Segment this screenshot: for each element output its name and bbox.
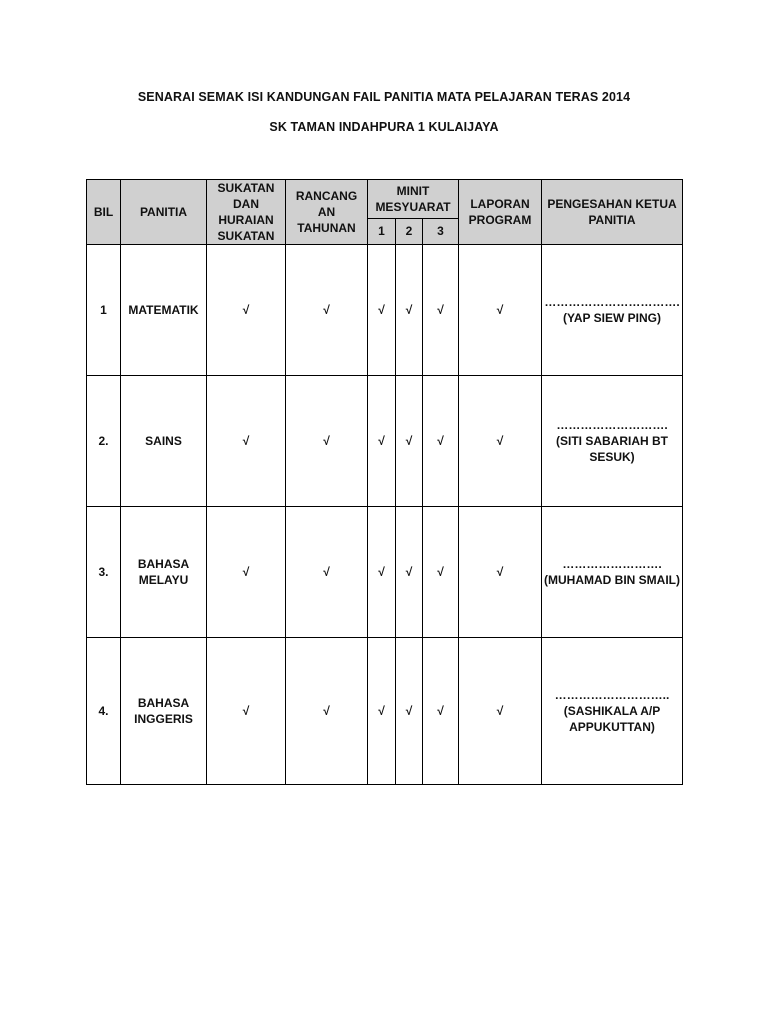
header-minit-mesyuarat: MINIT MESYUARAT <box>368 180 459 219</box>
check-rancangan: √ <box>286 507 368 638</box>
document-subtitle: SK TAMAN INDAHPURA 1 KULAIJAYA <box>269 120 499 134</box>
table-row <box>87 376 683 507</box>
row-bil: 2. <box>87 376 121 507</box>
header-laporan: LAPORAN PROGRAM <box>459 180 542 245</box>
signature-line: ……………………………. <box>544 295 680 309</box>
check-rancangan: √ <box>286 376 368 507</box>
row-panitia: BAHASA INGGERIS <box>121 638 207 785</box>
row-bil: 3. <box>87 507 121 638</box>
header-bil: BIL <box>87 180 121 245</box>
signature-cell <box>542 376 683 507</box>
check-rancangan: √ <box>286 638 368 785</box>
check-sukatan: √ <box>207 376 286 507</box>
check-minit-3: √ <box>423 376 459 507</box>
check-laporan: √ <box>459 507 542 638</box>
signature-cell <box>542 245 683 376</box>
signature-cell <box>542 638 683 785</box>
header-pengesahan: PENGESAHAN KETUA PANITIA <box>542 180 683 245</box>
check-laporan: √ <box>459 245 542 376</box>
check-minit-2: √ <box>396 638 423 785</box>
check-minit-3: √ <box>423 638 459 785</box>
row-panitia: BAHASA MELAYU <box>121 507 207 638</box>
checklist-table <box>86 179 683 785</box>
check-minit-1: √ <box>368 638 396 785</box>
row-bil: 1 <box>87 245 121 376</box>
check-sukatan: √ <box>207 507 286 638</box>
table-row <box>87 245 683 376</box>
check-minit-3: √ <box>423 245 459 376</box>
signature-cell <box>542 507 683 638</box>
row-panitia: MATEMATIK <box>121 245 207 376</box>
check-sukatan: √ <box>207 638 286 785</box>
table-row <box>87 507 683 638</box>
signature-line: ……………………. <box>562 557 662 571</box>
header-minit-3: 3 <box>423 218 459 244</box>
signatory-name: (SASHIKALA A/P APPUKUTTAN) <box>563 704 661 734</box>
check-laporan: √ <box>459 376 542 507</box>
table-row <box>87 638 683 785</box>
header-rancangan: RANCANG AN TAHUNAN <box>286 180 368 245</box>
check-minit-2: √ <box>396 507 423 638</box>
row-panitia: SAINS <box>121 376 207 507</box>
check-rancangan: √ <box>286 245 368 376</box>
signatory-name: (YAP SIEW PING) <box>562 311 662 325</box>
check-minit-1: √ <box>368 245 396 376</box>
check-minit-1: √ <box>368 507 396 638</box>
document-title: SENARAI SEMAK ISI KANDUNGAN FAIL PANITIA MATA PELAJARAN TERAS 2014 <box>137 90 631 104</box>
header-panitia: PANITIA <box>121 180 207 245</box>
header-minit-1: 1 <box>368 218 396 244</box>
check-laporan: √ <box>459 638 542 785</box>
signatory-name: (MUHAMAD BIN SMAIL) <box>544 573 680 587</box>
header-minit-2: 2 <box>396 218 423 244</box>
signature-line: ………………………. <box>556 418 668 432</box>
signature-line: ……………………….. <box>554 688 670 702</box>
check-minit-2: √ <box>396 376 423 507</box>
check-minit-2: √ <box>396 245 423 376</box>
check-minit-3: √ <box>423 507 459 638</box>
signatory-name: (SITI SABARIAH BT SESUK) <box>556 434 668 464</box>
check-minit-1: √ <box>368 376 396 507</box>
check-sukatan: √ <box>207 245 286 376</box>
header-sukatan: SUKATAN DAN HURAIAN SUKATAN <box>207 180 286 245</box>
row-bil: 4. <box>87 638 121 785</box>
